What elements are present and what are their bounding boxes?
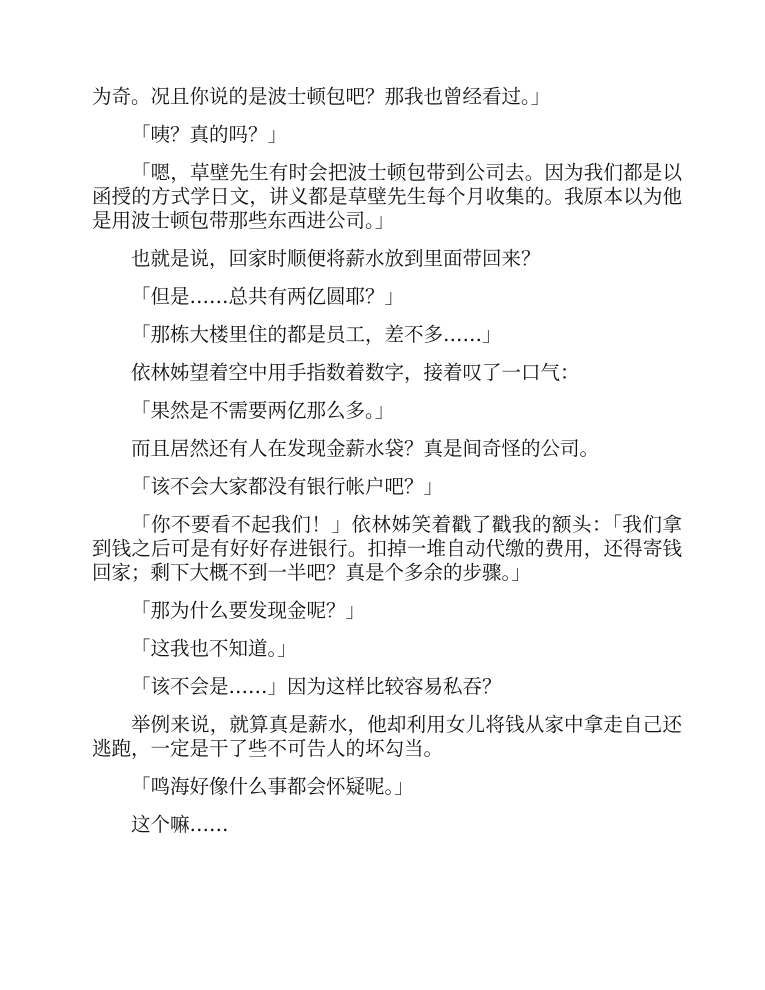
- paragraph: 「嗯，草壁先生有时会把波士顿包带到公司去。因为我们都是以函授的方式学日文，讲义都是草壁先生每个月收集的。我原本以为他是用波士顿包带那些东西进公司。」: [92, 161, 682, 232]
- paragraph: 「该不会大家都没有银行帐户吧？」: [131, 475, 444, 498]
- paragraph: 「那为什么要发现金呢？」: [131, 599, 366, 622]
- paragraph: 也就是说，回家时顺便将薪水放到里面带回来？: [131, 247, 541, 270]
- paragraph: 「鸣海好像什么事都会怀疑呢。」: [131, 775, 414, 798]
- paragraph: 举例来说，就算真是薪水，他却利用女儿将钱从家中拿走自己还逃跑，一定是干了些不可告人的坏勾当。: [92, 713, 682, 760]
- paragraph: 「你不要看不起我们！」依林姊笑着戳了戳我的额头：「我们拿到钱之后可是有好好存进银行。扣掉一堆自动代缴的费用，还得寄钱回家；剩下大概不到一半吧？真是个多余的步骤。」: [92, 513, 682, 584]
- paragraph: 「这我也不知道。」: [131, 637, 297, 660]
- paragraph: 「该不会是……」因为这样比较容易私吞？: [131, 675, 502, 698]
- paragraph-continuation: 为奇。况且你说的是波士顿包吧？那我也曾经看过。」: [92, 85, 551, 108]
- paragraph: 依林姊望着空中用手指数着数字，接着叹了一口气：: [131, 361, 580, 384]
- paragraph: 「果然是不需要两亿那么多。」: [131, 399, 395, 422]
- paragraph: 「但是……总共有两亿圆耶？」: [131, 285, 405, 308]
- paragraph: 而且居然还有人在发现金薪水袋？真是间奇怪的公司。: [131, 437, 600, 460]
- paragraph: 「那栋大楼里住的都是员工，差不多……」: [131, 323, 502, 346]
- paragraph: 「咦？真的吗？」: [131, 123, 288, 146]
- document-page: [92, 85, 682, 851]
- paragraph: 这个嘛……: [131, 813, 229, 836]
